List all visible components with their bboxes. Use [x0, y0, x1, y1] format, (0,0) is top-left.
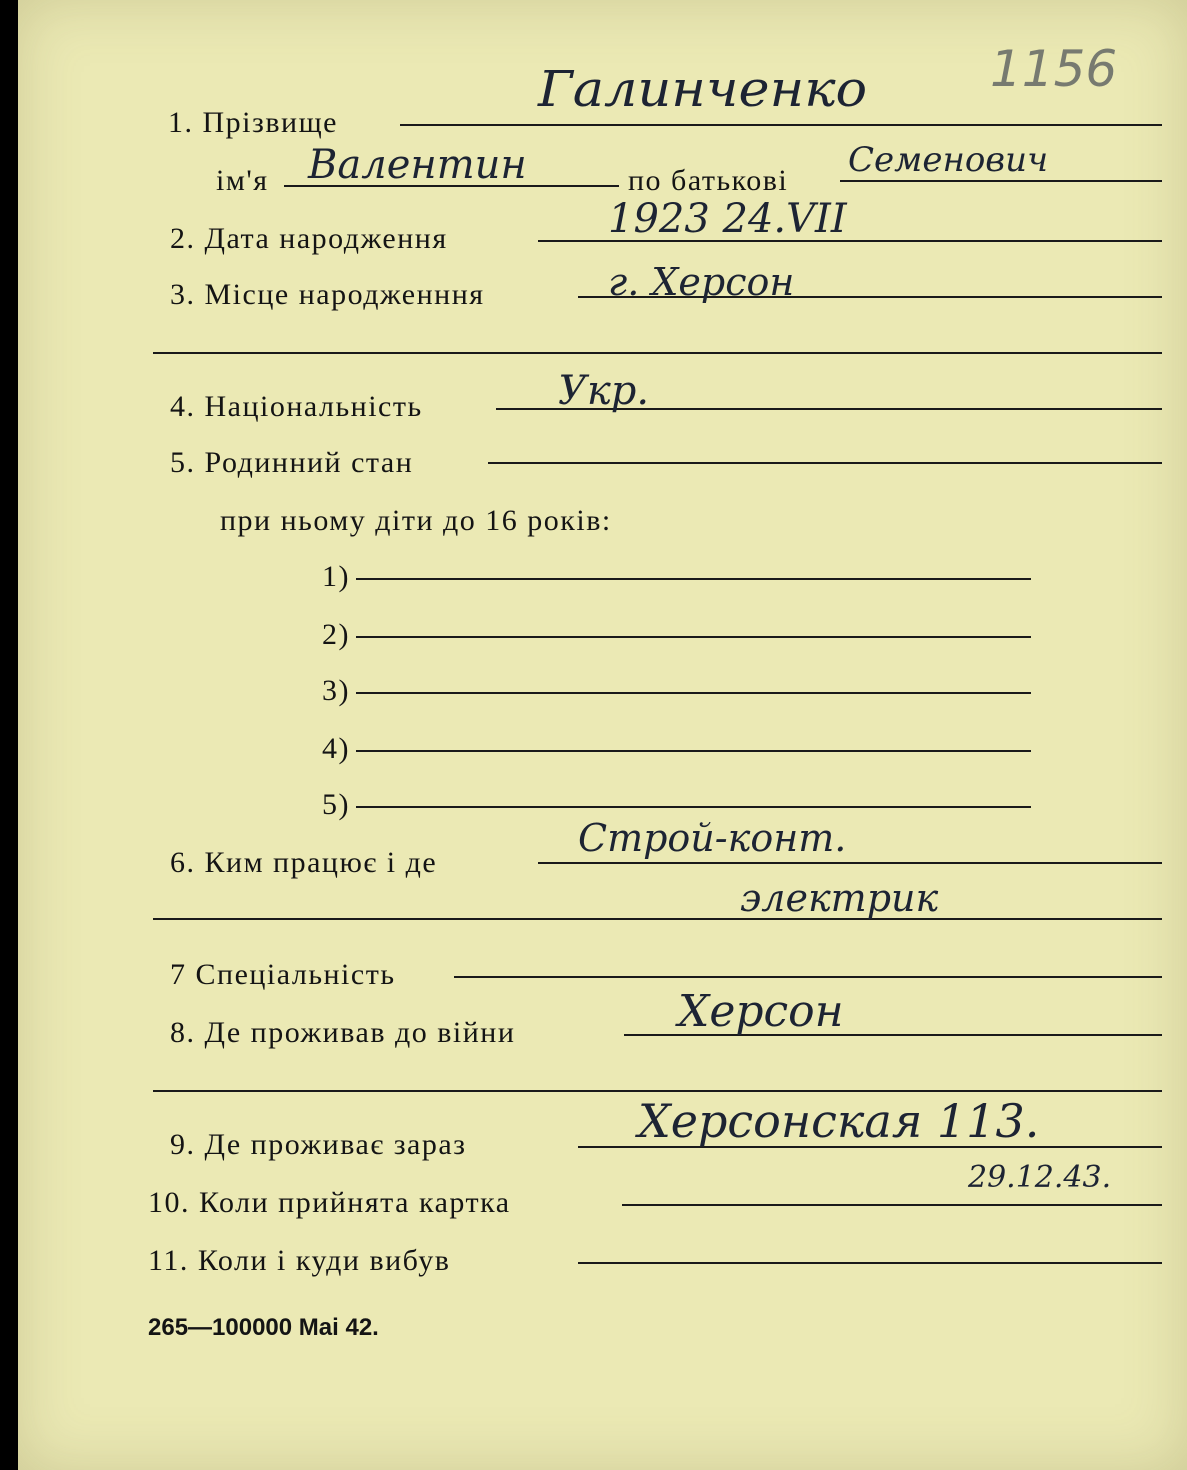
children-label: при ньому діти до 16 років: — [220, 504, 612, 537]
specialty-label: 7 Спеціальність — [170, 958, 396, 991]
child-4-line — [356, 750, 1031, 752]
current-residence-label: 9. Де проживає зараз — [170, 1128, 467, 1161]
departure-line — [578, 1262, 1162, 1264]
birth-place-label: 3. Місце народженння — [170, 278, 485, 311]
nationality-value: Укр. — [558, 368, 650, 414]
prewar-residence-label: 8. Де проживав до війни — [170, 1016, 516, 1049]
occupation-label: 6. Ким працює і де — [170, 846, 438, 879]
specialty-line — [454, 976, 1162, 978]
occupation-line-2 — [153, 918, 1162, 920]
surname-value: Галинченко — [538, 60, 868, 118]
child-3-label: 3) — [322, 674, 350, 707]
birth-date-label: 2. Дата народження — [170, 222, 448, 255]
child-1-label: 1) — [322, 560, 350, 593]
nationality-label: 4. Національність — [170, 390, 423, 423]
prewar-residence-line-2 — [153, 1090, 1162, 1092]
child-5-line — [356, 806, 1031, 808]
patronymic-line — [840, 180, 1162, 182]
print-run-footer: 265—100000 Mai 42. — [148, 1314, 379, 1341]
child-1-line — [356, 578, 1031, 580]
birth-place-value: г. Херсон — [608, 260, 795, 304]
card-accepted-line — [622, 1204, 1162, 1206]
child-2-line — [356, 636, 1031, 638]
birth-place-line-2 — [153, 352, 1162, 354]
patronymic-label: по батькові — [628, 164, 789, 197]
child-5-label: 5) — [322, 788, 350, 821]
child-4-label: 4) — [322, 732, 350, 765]
occupation-line — [538, 862, 1162, 864]
registration-card — [18, 0, 1187, 1470]
prewar-residence-value: Херсон — [678, 986, 844, 1037]
birth-date-value: 1923 24.VII — [608, 196, 847, 242]
first-name-value: Валентин — [308, 142, 527, 188]
archive-number: 1156 — [990, 40, 1118, 98]
occupation-value-1: Строй-конт. — [578, 816, 847, 860]
first-name-label: ім'я — [216, 164, 269, 197]
current-residence-value: Херсонская 113. — [638, 1094, 1040, 1148]
departure-label: 11. Коли і куди вибув — [148, 1244, 451, 1277]
occupation-value-2: электрик — [740, 876, 939, 920]
child-3-line — [356, 692, 1031, 694]
child-2-label: 2) — [322, 618, 350, 651]
card-accepted-label: 10. Коли прийнята картка — [148, 1186, 511, 1219]
surname-label: 1. Прізвище — [168, 106, 338, 139]
patronymic-value: Семенович — [848, 140, 1049, 180]
marital-status-line — [488, 462, 1162, 464]
card-accepted-value: 29.12.43. — [968, 1160, 1112, 1195]
surname-line — [400, 124, 1162, 126]
marital-status-label: 5. Родинний стан — [170, 446, 414, 479]
